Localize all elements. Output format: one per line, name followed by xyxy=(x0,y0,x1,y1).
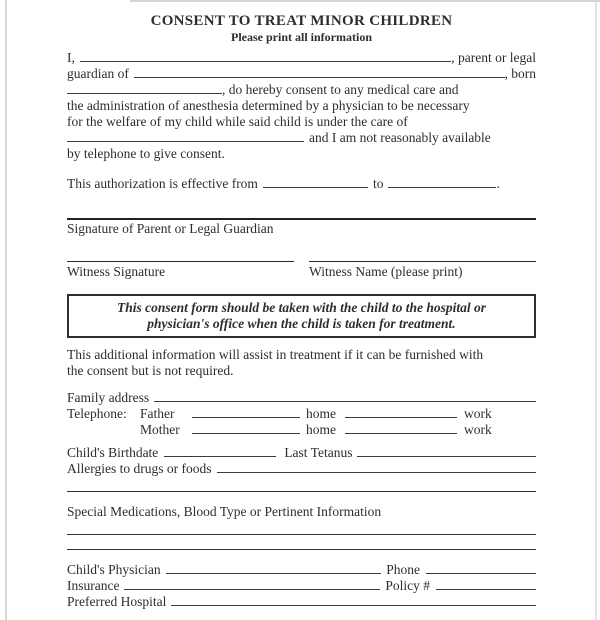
family-address-blank xyxy=(154,390,536,402)
intro-line1-post: , parent or legal xyxy=(451,50,536,65)
additional-info-paragraph xyxy=(67,347,536,379)
phone-blank xyxy=(426,562,536,574)
physician-section xyxy=(67,562,536,610)
intro-line-6 xyxy=(67,130,536,146)
family-address-row xyxy=(67,390,536,406)
childs-physician-label: Child's Physician xyxy=(67,562,161,577)
parent-signature-label: Signature of Parent or Legal Guardian xyxy=(67,221,274,236)
birth-date-blank xyxy=(67,82,222,94)
preferred-hospital-blank xyxy=(171,594,536,606)
mother-work-label: work xyxy=(464,422,492,437)
telephone-section xyxy=(67,406,536,438)
child-name-blank xyxy=(134,66,505,78)
childs-physician-blank xyxy=(166,562,382,574)
additional-line-1: This additional information will assist in treatment if it can be furnished with xyxy=(67,347,484,362)
father-home-phone-blank xyxy=(192,406,300,418)
authorization-row xyxy=(67,176,536,192)
mother-home-phone-blank xyxy=(192,422,300,434)
preferred-hospital-row xyxy=(67,594,536,610)
intro-line-2 xyxy=(67,66,536,82)
mother-label: Mother xyxy=(140,422,180,437)
insurance-row xyxy=(67,578,536,594)
additional-line-2: the consent but is not required. xyxy=(67,363,234,378)
notice-line-2: physician's office when the child is taken for treatment. xyxy=(147,316,456,331)
insurance-blank xyxy=(124,578,380,590)
intro-paragraph xyxy=(67,50,536,162)
intro-line2-pre: guardian of xyxy=(67,66,129,81)
form-title: CONSENT TO TREAT MINOR CHILDREN xyxy=(150,13,453,29)
preferred-hospital-label: Preferred Hospital xyxy=(67,594,167,609)
effective-from-blank xyxy=(263,176,368,188)
special-medications-label: Special Medications, Blood Type or Pertinent Information xyxy=(67,504,382,519)
intro-line-1 xyxy=(67,50,536,66)
effective-to-blank xyxy=(388,176,496,188)
policy-number-label: Policy # xyxy=(385,578,430,593)
telephone-rows xyxy=(140,406,536,438)
child-birthdate-label: Child's Birthdate xyxy=(67,445,159,460)
allergies-label: Allergies to drugs or foods xyxy=(67,461,212,476)
family-address-label: Family address xyxy=(67,390,150,405)
caretaker-name-blank xyxy=(67,130,304,142)
special-medications-line-2 xyxy=(67,535,536,550)
phone-label: Phone xyxy=(386,562,420,577)
father-work-phone-blank xyxy=(345,406,457,418)
witness-signature-label: Witness Signature xyxy=(67,264,166,279)
last-tetanus-label: Last Tetanus xyxy=(284,445,353,460)
intro-line-3 xyxy=(67,82,536,98)
father-phone-row xyxy=(140,406,536,422)
notice-line-1: This consent form should be taken with the child to the hospital or xyxy=(116,300,487,315)
witness-section xyxy=(67,261,536,281)
intro-line1-pre: I, xyxy=(67,50,75,65)
physician-row xyxy=(67,562,536,578)
policy-number-blank xyxy=(436,578,536,590)
authorization-period: . xyxy=(496,176,500,191)
intro-line6-post: and I am not reasonably available xyxy=(309,130,491,145)
witness-name-col xyxy=(309,261,536,281)
witness-name-label: Witness Name (please print) xyxy=(309,264,463,279)
authorization-pre: This authorization is effective from xyxy=(67,176,258,191)
father-home-label: home xyxy=(306,406,336,421)
mother-home-label: home xyxy=(306,422,336,437)
father-label: Father xyxy=(140,406,175,421)
telephone-label: Telephone: xyxy=(67,406,127,421)
intro-line2-post: , born xyxy=(504,66,536,81)
intro-line-5: for the welfare of my child while said child is under the care of xyxy=(67,114,408,129)
intro-line-4: the administration of anesthesia determined by a physician to be necessary xyxy=(67,98,470,113)
allergies-row xyxy=(67,461,536,477)
father-work-label: work xyxy=(464,406,492,421)
child-birthdate-blank xyxy=(164,445,276,457)
parent-name-blank xyxy=(80,50,451,62)
special-medications-write-area xyxy=(67,520,536,550)
insurance-label: Insurance xyxy=(67,578,120,593)
mother-phone-row xyxy=(140,422,536,438)
authorization-mid: to xyxy=(372,176,384,191)
intro-line3-post: , do hereby consent to any medical care and xyxy=(222,82,459,97)
form-subtitle: Please print all information xyxy=(231,30,372,44)
witness-signature-col xyxy=(67,261,294,281)
mother-work-phone-blank xyxy=(345,422,457,434)
last-tetanus-blank xyxy=(357,445,536,457)
intro-line-7: by telephone to give consent. xyxy=(67,146,225,161)
allergies-continuation-line xyxy=(67,477,536,492)
allergies-blank xyxy=(217,461,537,473)
birthdate-tetanus-row xyxy=(67,445,536,461)
notice-box xyxy=(67,294,536,338)
special-medications-line-1 xyxy=(67,520,536,535)
